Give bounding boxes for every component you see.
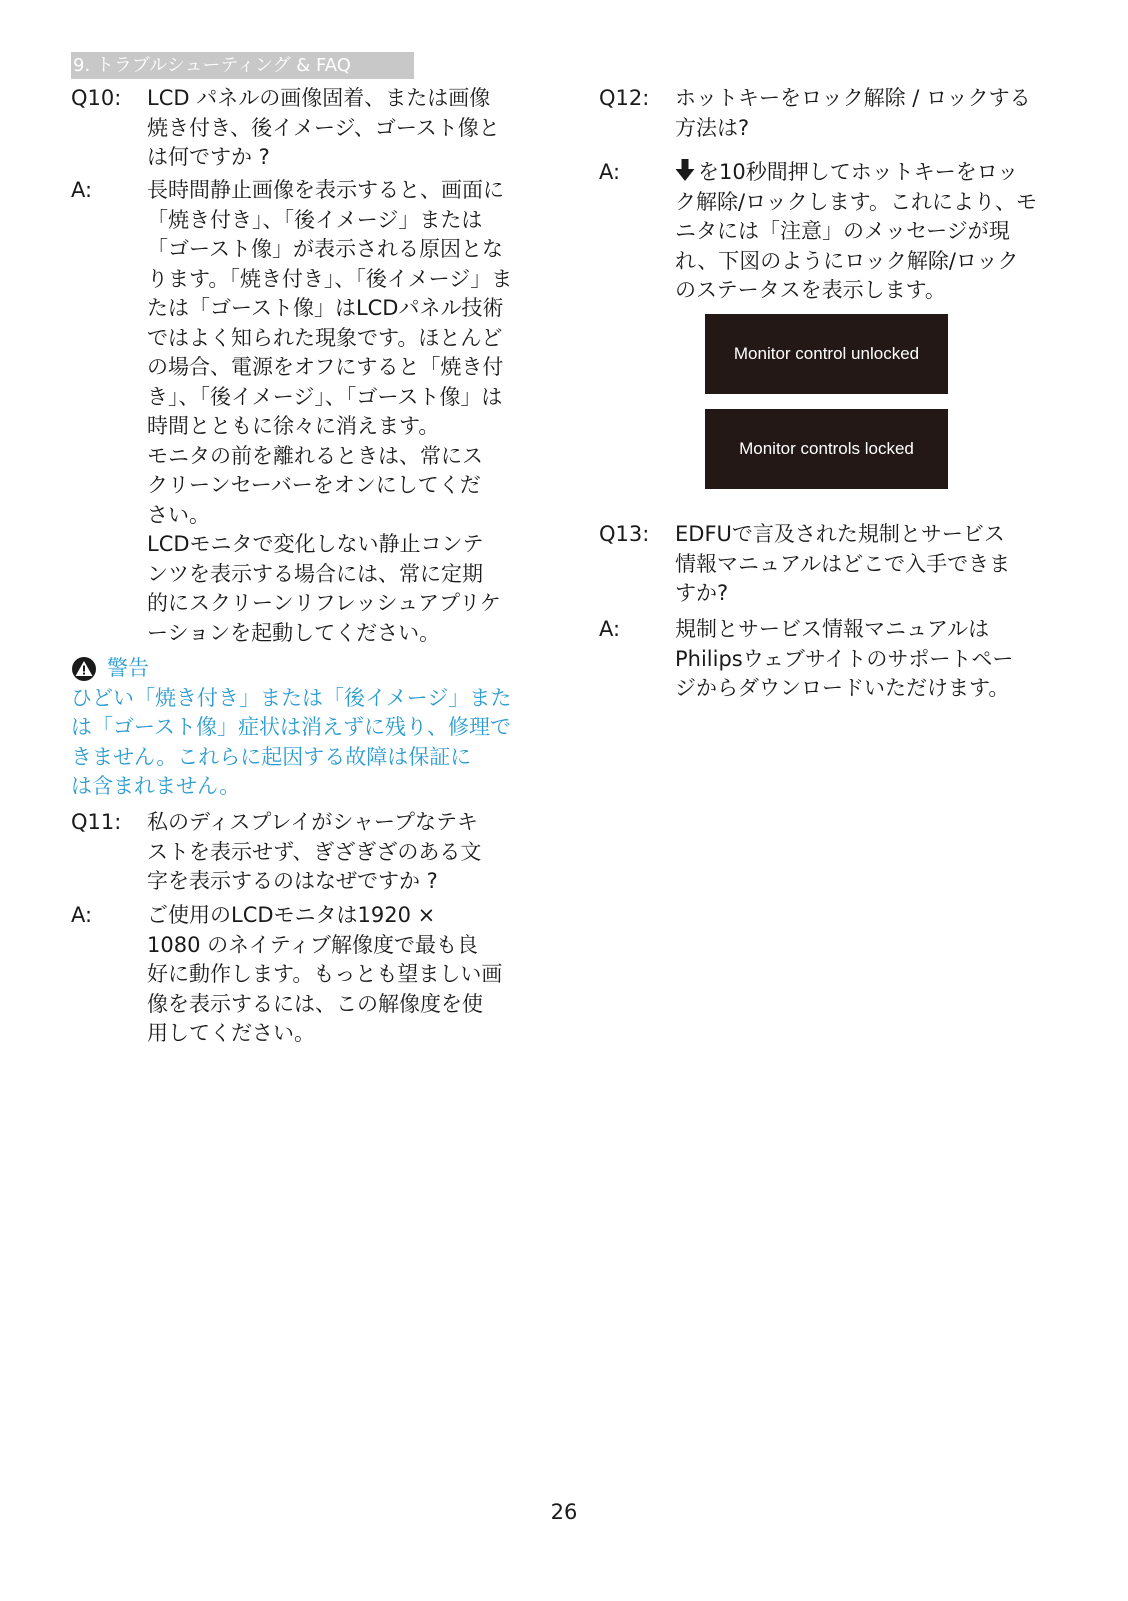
osd-unlocked-message: Monitor control unlocked: [705, 314, 948, 394]
q13-question: EDFUで言及された規制とサービス 情報マニュアルはどこで入手できま すか?: [675, 522, 1011, 605]
q10-question: LCD パネルの画像固着、または画像 焼き付き、後イメージ、ゴースト像と は何ですか ?: [147, 86, 500, 169]
q10-label: Q10:: [71, 86, 122, 110]
down-arrow-icon: [675, 158, 695, 182]
q13-label: Q13:: [599, 522, 650, 546]
q10-answer-label: A:: [71, 178, 93, 202]
q12-answer-first-line: を10秒間押してホットキーをロッ: [698, 160, 1019, 184]
warning-icon: [71, 656, 97, 682]
warning-heading: [71, 654, 541, 684]
q11-answer: ご使用のLCDモニタは1920 × 1080 のネイティブ解像度で最も良 好に動作します。もっとも望ましい画 像を表示するには、この解像度を使 用してください。: [147, 903, 503, 1045]
section-header-tab: 9. トラブルシューティング & FAQ: [71, 52, 414, 79]
q12-answer-label: A:: [599, 160, 621, 184]
q12-label: Q12:: [599, 86, 650, 110]
q11-label: Q11:: [71, 810, 122, 834]
osd-locked-message: Monitor controls locked: [705, 409, 948, 489]
q12-answer-rest: ク解除/ロックします。これにより、モ ニタには「注意」のメッセージが現 れ、下図のようにロック解除/ロック のステータスを表示します。: [675, 189, 1037, 302]
q13-answer-label: A:: [599, 617, 621, 641]
q12-question: ホットキーをロック解除 / ロックする 方法は?: [675, 86, 1031, 140]
q13-answer: 規制とサービス情報マニュアルは Philipsウェブサイトのサポートペー ジからダウンロードいただけます。: [675, 617, 1014, 700]
q10-answer: 長時間静止画像を表示すると、画面に 「焼き付き」、「後イメージ」または 「ゴースト像」が表示される原因とな ります。「焼き付き」、「後イメージ」ま たは「ゴースト像」はLCDパネル技術 ではよく知られた現象です。ほとんど の場合、電源をオフにすると「焼き付 き」、「後イメージ」、「ゴースト像」は 時間とともに徐々に消えます。 モニタの前を離れるときは、常にス クリーンセーバーをオンにしてくだ さい。 LCDモニタで変化しない静止コンテ ンツを表示する場合には、常に定期 的にスクリーンリフレッシュアプリケ ーションを起動してください。: [147, 178, 513, 645]
page-number: 26: [550, 1500, 578, 1524]
warning-box: [71, 654, 541, 802]
warning-text: ひどい「焼き付き」または「後イメージ」また は「ゴースト像」症状は消えずに残り、修理で きません。これらに起因する故障は保証に は含まれません。: [71, 685, 512, 798]
q11-answer-label: A:: [71, 903, 93, 927]
q11-question: 私のディスプレイがシャープなテキ ストを表示せず、ぎざぎざのある文 字を表示するのはなぜですか ?: [147, 810, 482, 893]
q12-answer: [675, 158, 1075, 306]
warning-title: 警告: [107, 656, 149, 680]
